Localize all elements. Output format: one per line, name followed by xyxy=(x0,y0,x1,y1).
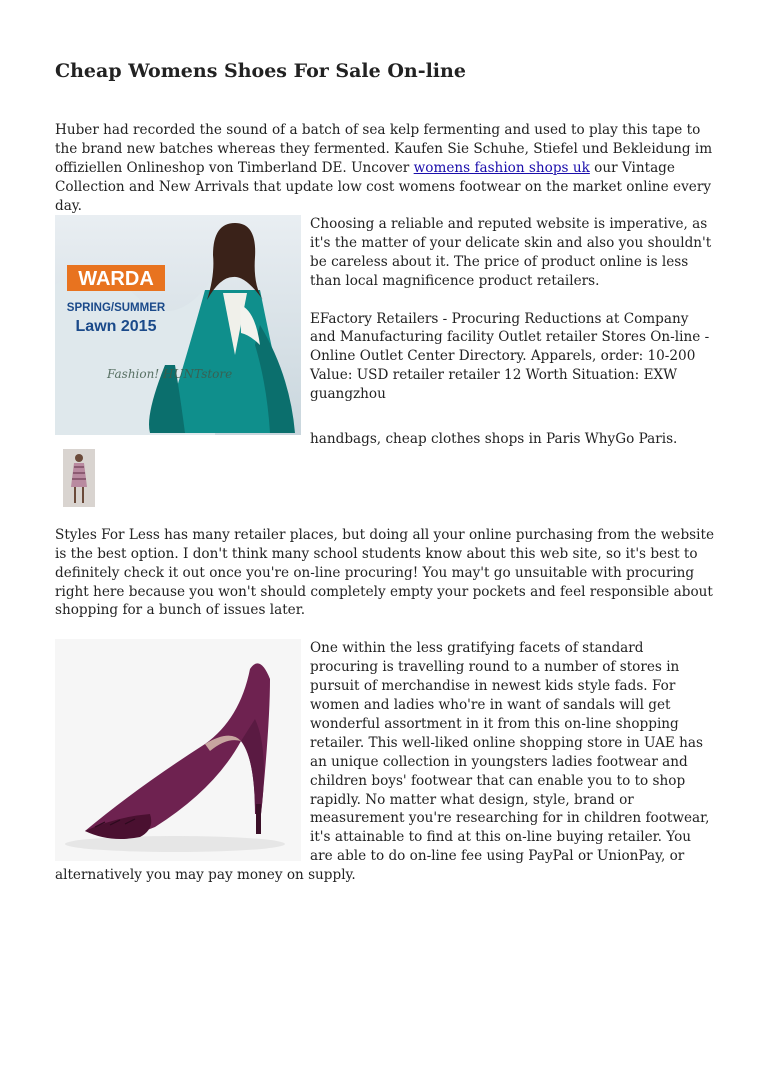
paragraph-2-text: Choosing a reliable and reputed website is imperative, as it's the matter of your delicate skin and also you shouldn't be careless about it. The price of product online is less than local magnificence product retailers. xyxy=(310,216,712,289)
paragraph-6 xyxy=(55,639,715,885)
intro-text-start: Huber had recorded the sound of a batch of sea kelp fermenting and used to play this tape to the brand new batches whereas they fermented. Kaufen Sie Schuhe, Stiefel und Bekleidung im offiziellen Onlineshop von Timberland DE. Uncover xyxy=(55,122,713,176)
warda-watermark-text: Fashion! HUNTstore xyxy=(107,367,233,381)
article-body xyxy=(55,215,715,904)
womens-fashion-shops-link[interactable]: womens fashion shops uk xyxy=(413,159,590,176)
paragraph-4-text: handbags, cheap clothes shops in Paris WhyGo Paris. xyxy=(310,431,678,448)
warda-brand-text: WARDA xyxy=(78,268,154,290)
page-title: Cheap Womens Shoes For Sale On-line xyxy=(55,60,466,82)
paragraph-3: EFactory Retailers - Procuring Reductions at Company and Manufacturing facility Outlet retailer Stores On-line - Online Outlet Center Directory. Apparels, order: 10-200 Value: USD retailer retailer 12 Worth Situation: EXW guangzhou xyxy=(310,310,710,403)
warda-season-text: SPRING/SUMMER xyxy=(66,302,166,314)
purple-pump-shoe-image xyxy=(55,639,301,861)
paragraph-5: Styles For Less has many retailer places, but doing all your online purchasing from the website is the best option. I don't think many school students know about this web site, so it's best to definitely check it out once you're on-line procuring! You may't go unsuitable with procuring right here because you won't should completely empty your pockets and feel responsible about shopping for a bunch of issues later. xyxy=(55,526,715,619)
paragraph-6-text: One within the less gratifying facets of standard procuring is travelling round to a number of stores in pursuit of merchandise in newest kids style fads. For women and ladies who're in want of sandals will get wonderful assortment in it from this on-line shopping retailer. This well-liked online shopping store in UAE has an unique collection in youngsters ladies footwear and children boys' footwear that can enable you to to shop rapidly. No matter what design, style, brand or measurement you're researching for in children footwear, it's attainable to find at this on-line buying retailer. You are able to do on-line fee using PayPal or UnionPay, or alternatively you may pay money on supply. xyxy=(55,640,710,884)
warda-lawn-image xyxy=(55,215,301,435)
paragraph-4 xyxy=(55,430,715,507)
dress-model-thumbnail xyxy=(63,449,95,507)
warda-collection-text: Lawn 2015 xyxy=(75,318,157,335)
intro-text-end: our Vintage Collection and New Arrivals that update low cost womens footwear on the market online every day. xyxy=(55,159,711,214)
paragraph-intro xyxy=(55,121,715,216)
